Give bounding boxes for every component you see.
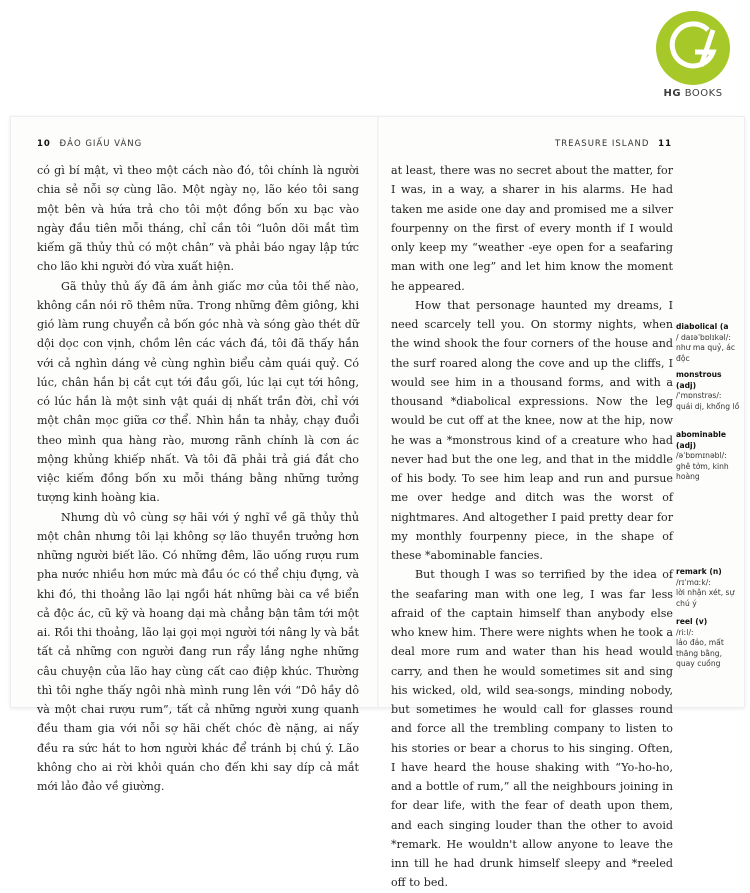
left-page-number: 10	[37, 139, 51, 149]
glossary-meaning: lời nhận xét, sự chú ý	[676, 588, 735, 608]
left-header-title: ĐẢO GIẤU VÀNG	[59, 139, 143, 149]
paragraph: Gã thủy thủ ấy đã ám ảnh giấc mơ của tôi thế nào, không cần nói rõ thêm nữa. Trong những đêm giông, khi gió làm rung chuyển cả bốn góc nhà và sóng gào thét dữ dội dọc con vịnh, chồm lên các vách đá, tôi đã thấy hắn với cả nghìn dáng vẻ cùng nghìn biểu cảm quái quỷ. Có lúc, chân hắn bị cắt cụt tới đầu gối, lúc lại cụt tới hông, có lúc hắn là một sinh vật quái dị nhất trần đời, chỉ với một chân mọc giữa cơ thể. Nhìn hắn ta nhảy, chạy đuổi theo mình qua hàng rào, mương rãnh chính là cơn ác mộng khủng khiếp nhất. Và tôi đã phải trả giá đắt cho việc kiếm đồng bốn xu mỗi tháng bằng những tưởng tượng kinh hoàng kia.	[37, 279, 359, 505]
glossary-entry	[676, 430, 740, 483]
glossary-entry	[676, 567, 740, 609]
glossary-meaning: quái dị, khổng lồ	[676, 401, 740, 411]
glossary-pronunciation: /riːl/:	[676, 627, 694, 637]
glossary-entry	[676, 617, 740, 670]
glossary-word: diabolical (a	[676, 322, 729, 331]
book-spread	[10, 116, 745, 890]
right-page-text	[391, 161, 673, 893]
right-header-title: TREASURE ISLAND	[555, 139, 650, 149]
hg-logo-icon	[651, 10, 735, 90]
glossary-entry	[676, 322, 740, 364]
paragraph: at least, there was no secret about the matter, for I was, in a way, a sharer in his alarms. He had taken me aside one day and promised me a silver fourpenny on the first of every month if I would only keep my “weather -eye open for a seafaring man with one leg” and let him know the moment he appeared.	[391, 164, 673, 293]
glossary-word: abominable (adj)	[676, 430, 727, 450]
glossary-meaning: ghê tởm, kinh hoàng	[676, 461, 729, 481]
book-gutter	[377, 117, 379, 707]
glossary-meaning: lảo đảo, mất thăng bằng, quay cuồng	[676, 638, 724, 668]
glossary-pronunciation: /əˈbɒmɪnəbl/:	[676, 451, 727, 460]
paragraph: But though I was so terrified by the idea of the seafaring man with one leg, I was far less afraid of the captain himself than anybody else who knew him. There were nights when he took a deal more rum and water than his head would carry, and then he would sometimes sit and sing his wicked, old, wild sea-songs, minding nobody, but sometimes he would call for glasses round and force all the trembling company to listen to his stories or bear a chorus to his singing. Often, I have heard the house shaking with “Yo-ho-ho, and a bottle of rum,” all the neighbours joining in for dear life, with the fear of death upon them, and each singing louder than the other to avoid *remark. He wouldn't allow anyone to leave the inn till he had drunk himself sleepy and *reeled off to bed.	[391, 568, 673, 890]
paragraph: Nhưng dù vô cùng sợ hãi với ý nghĩ về gã thủy thủ một chân nhưng tôi lại không sợ lão thuyền trưởng hơn những người biết lão. Có những đêm, lão uống rượu rum pha nước nhiều hơn mức mà đầu óc có thể chịu đựng, và khi đó, thi thoảng lão lại ngồi hát những bài ca về biển cả độc ác, cũ kỹ và hoang dại mà chẳng bận tâm tới một ai. Rồi thi thoảng, lão lại gọi mọi người tới nâng ly và bắt tất cả những con người đang run rẩy lắng nghe những câu chuyện của lão hay cùng cất cao điệp khúc. Thường thì tôi nghe thấy ngôi nhà mình rung lên với “Dô hầy dô và một chai rượu rum”, tất cả những người xung quanh đều tham gia với nỗi sợ hãi chết chóc đè nặng, ai nấy đều ra sức hát to hơn người khác để tránh bị chú ý. Lão không cho ai rời khỏi quán cho đến khi say díp cả mắt mới lảo đảo về giường.	[37, 510, 359, 793]
left-running-header	[37, 139, 142, 149]
glossary-pronunciation: / daɪəˈbɒlɪkəl/:	[676, 332, 731, 342]
right-running-header	[555, 139, 672, 149]
brand-name: HG BOOKS	[663, 88, 723, 99]
glossary-pronunciation: /ˈmɒnstrəs/:	[676, 391, 722, 400]
glossary-word: reel (v)	[676, 617, 708, 626]
hg-books-logo	[651, 10, 735, 110]
glossary-pronunciation: /rɪˈmɑːk/:	[676, 577, 711, 587]
left-page-text	[37, 161, 359, 796]
glossary-entry	[676, 370, 740, 412]
glossary-word: monstrous (adj)	[676, 370, 722, 390]
glossary-word: remark (n)	[676, 567, 722, 576]
right-page-number: 11	[658, 139, 672, 149]
glossary-meaning: như ma quỷ, ác độc	[676, 343, 736, 363]
paragraph: How that personage haunted my dreams, I need scarcely tell you. On stormy nights, when the wind shook the four corners of the house and the surf roared along the cove and up the cliffs, I would see him in a thousand forms, and with a thousand *diabolical expressions. Now the leg would be cut off at the knee, now at the hip, now he was a *monstrous kind of a creature who had never had but the one leg, and that in the middle of his body. To see him leap and run and pursue me over hedge and ditch was the worst of nightmares. And altogether I paid pretty dear for my monthly fourpenny piece, in the shape of these *abominable fancies.	[391, 298, 673, 562]
paragraph: có gì bí mật, vì theo một cách nào đó, tôi chính là người chia sẻ nỗi sợ cùng lão. Một ngày nọ, lão kéo tôi sang một bên và hứa trả cho tôi một đồng bốn xu bạc vào ngày đầu tiên mỗi tháng, chỉ cần tôi “luôn dõi mắt tìm kiếm gã thủy thủ có một chân” và phải báo ngay lập tức cho lão khi người đó vừa xuất hiện.	[37, 164, 359, 274]
